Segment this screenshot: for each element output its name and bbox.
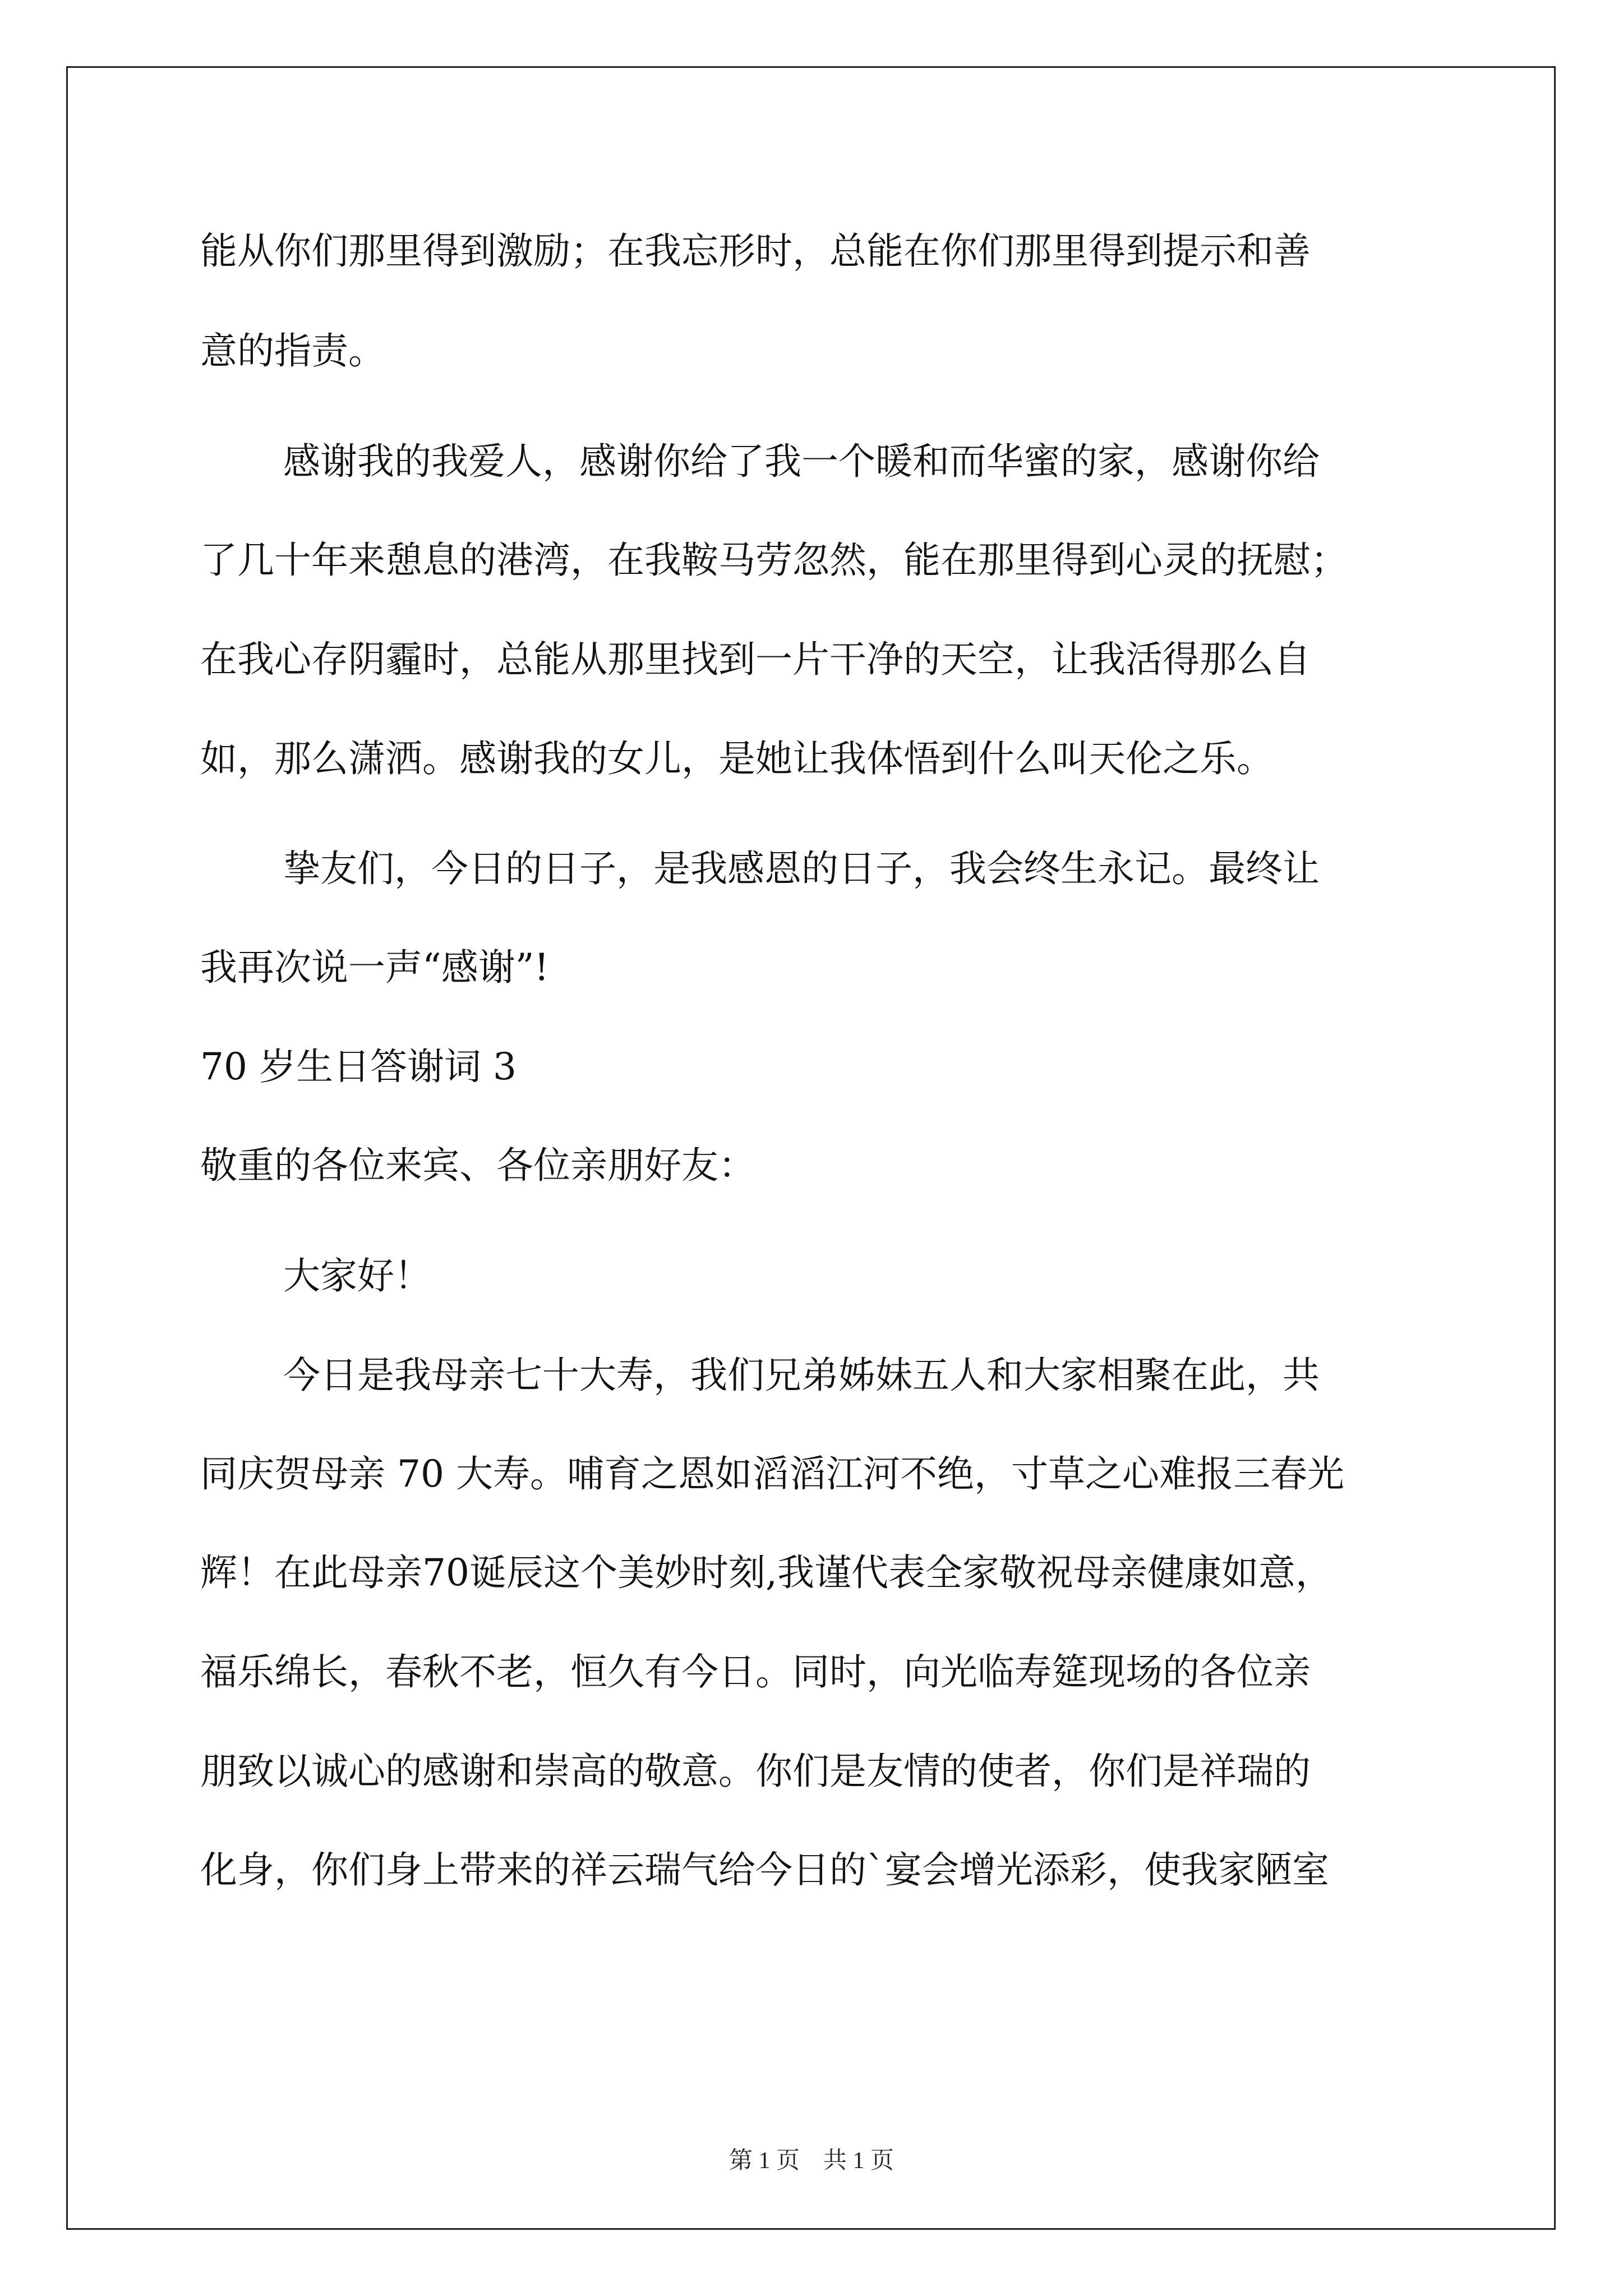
page-number-footer: 第 1 页 共 1 页 xyxy=(728,2148,894,2174)
salutation: 敬重的各位来宾、各位亲朋好友： xyxy=(200,1144,755,1187)
text-line: 我再次说一声“感谢”! xyxy=(200,946,550,989)
text-line: 朋致以诚心的感谢和崇高的敬意。你们是友情的使者，你们是祥瑞的 xyxy=(200,1750,1311,1793)
text-line: 了几十年来憩息的港湾，在我鞍马劳忽然，能在那里得到心灵的抚慰； xyxy=(200,539,1348,582)
text-line: 化身，你们身上带来的祥云瑞气给今日的`宴会增光添彩，使我家陋室 xyxy=(200,1848,1329,1892)
text-line: 能从你们那里得到激励；在我忘形时，总能在你们那里得到提示和善 xyxy=(200,229,1311,273)
text-line: 辉！在此母亲70诞辰这个美妙时刻,我谨代表全家敬祝母亲健康如意， xyxy=(200,1551,1332,1594)
greeting: 大家好！ xyxy=(283,1254,431,1297)
text-line: 同庆贺母亲 70 大寿。哺育之恩如滔滔江河不绝，寸草之心难报三春光 xyxy=(200,1452,1344,1496)
section-heading: 70 岁生日答谢词 3 xyxy=(200,1045,517,1088)
paragraph-start-line: 今日是我母亲七十大寿，我们兄弟姊妹五人和大家相聚在此，共 xyxy=(283,1354,1320,1397)
paragraph-start-line: 感谢我的我爱人，感谢你给了我一个暖和而华蜜的家，感谢你给 xyxy=(283,440,1320,483)
text-line: 福乐绵长，春秋不老，恒久有今日。同时，向光临寿筵现场的各位亲 xyxy=(200,1650,1311,1694)
text-line: 如，那么潇洒。感谢我的女儿，是她让我体悟到什么叫天伦之乐。 xyxy=(200,737,1274,780)
paragraph-start-line: 挚友们，今日的日子，是我感恩的日子，我会终生永记。最终让 xyxy=(283,847,1320,890)
text-line: 在我心存阴霾时，总能从那里找到一片干净的天空，让我活得那么自 xyxy=(200,638,1311,681)
text-line: 意的指责。 xyxy=(200,329,385,372)
